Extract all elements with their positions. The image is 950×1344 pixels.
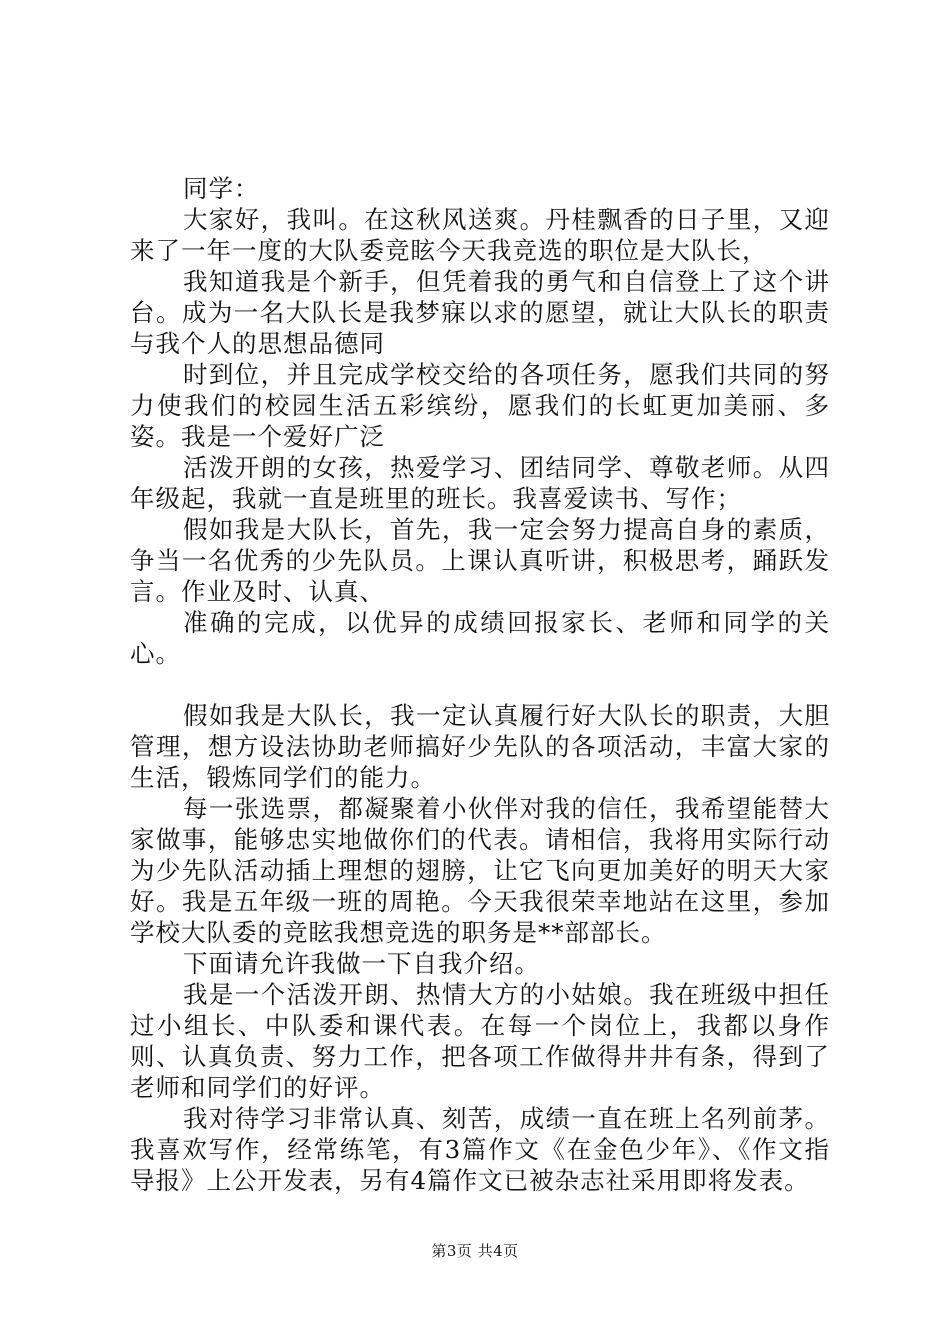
paragraph-intro: 大家好，我叫。在这秋风送爽。丹桂飘香的日子里，又迎来了一年一度的大队委竞眩今天我竞选的职位是大队长， xyxy=(130,205,830,265)
paragraph-confidence: 我知道我是个新手，但凭着我的勇气和自信登上了这个讲台。成为一名大队长是我梦寐以求的愿望，就让大队长的职责与我个人的思想品德同 xyxy=(130,267,830,358)
paragraph-plan-duties: 假如我是大队长，我一定认真履行好大队长的职责，大胆管理，想方设法协助老师搞好少先队的各项活动，丰富大家的生活，锻炼同学们的能力。 xyxy=(130,701,830,792)
paragraph-personality: 活泼开朗的女孩，热爱学习、团结同学、尊敬老师。从四年级起，我就一直是班里的班长。我喜爱读书、写作； xyxy=(130,453,830,513)
paragraph-study: 我对待学习非常认真、刻苦，成绩一直在班上名列前茅。我喜欢写作，经常练笔，有3篇作文《在金色少年》、《作文指导报》上公开发表，另有4篇作文已被杂志社采用即将发表。 xyxy=(130,1104,830,1195)
paragraph-plan-first: 假如我是大队长，首先，我一定会努力提高自身的素质，争当一名优秀的少先队员。上课认真听讲，积极思考，踊跃发言。作业及时、认真、 xyxy=(130,515,830,606)
paragraph-homework: 准确的完成，以优异的成绩回报家长、老师和同学的关心。 xyxy=(130,608,830,668)
paragraph-roles: 我是一个活泼开朗、热情大方的小姑娘。我在班级中担任过小组长、中队委和课代表。在每一个岗位上，我都以身作则、认真负责、努力工作，把各项工作做得井井有条，得到了老师和同学们的好评。 xyxy=(130,980,830,1102)
paragraph-tasks: 时到位，并且完成学校交给的各项任务，愿我们共同的努力使我们的校园生活五彩缤纷，愿我们的长虹更加美丽、多姿。我是一个爱好广泛 xyxy=(130,360,830,451)
document-body xyxy=(130,173,830,1196)
paragraph-greeting: 同学： xyxy=(183,174,260,203)
paragraph-votes: 每一张选票，都凝聚着小伙伴对我的信任，我希望能替大家做事，能够忠实地做你们的代表。请相信，我将用实际行动为少先队活动插上理想的翅膀，让它飞向更加美好的明天大家好。我是五年级一班的周艳。今天我很荣幸地站在这里，参加学校大队委的竞眩我想竞选的职务是**部部长。 xyxy=(130,794,830,947)
page-number-footer: 第3页 共4页 xyxy=(431,1242,519,1260)
paragraph-self-intro: 下面请允许我做一下自我介绍。 xyxy=(183,949,540,978)
